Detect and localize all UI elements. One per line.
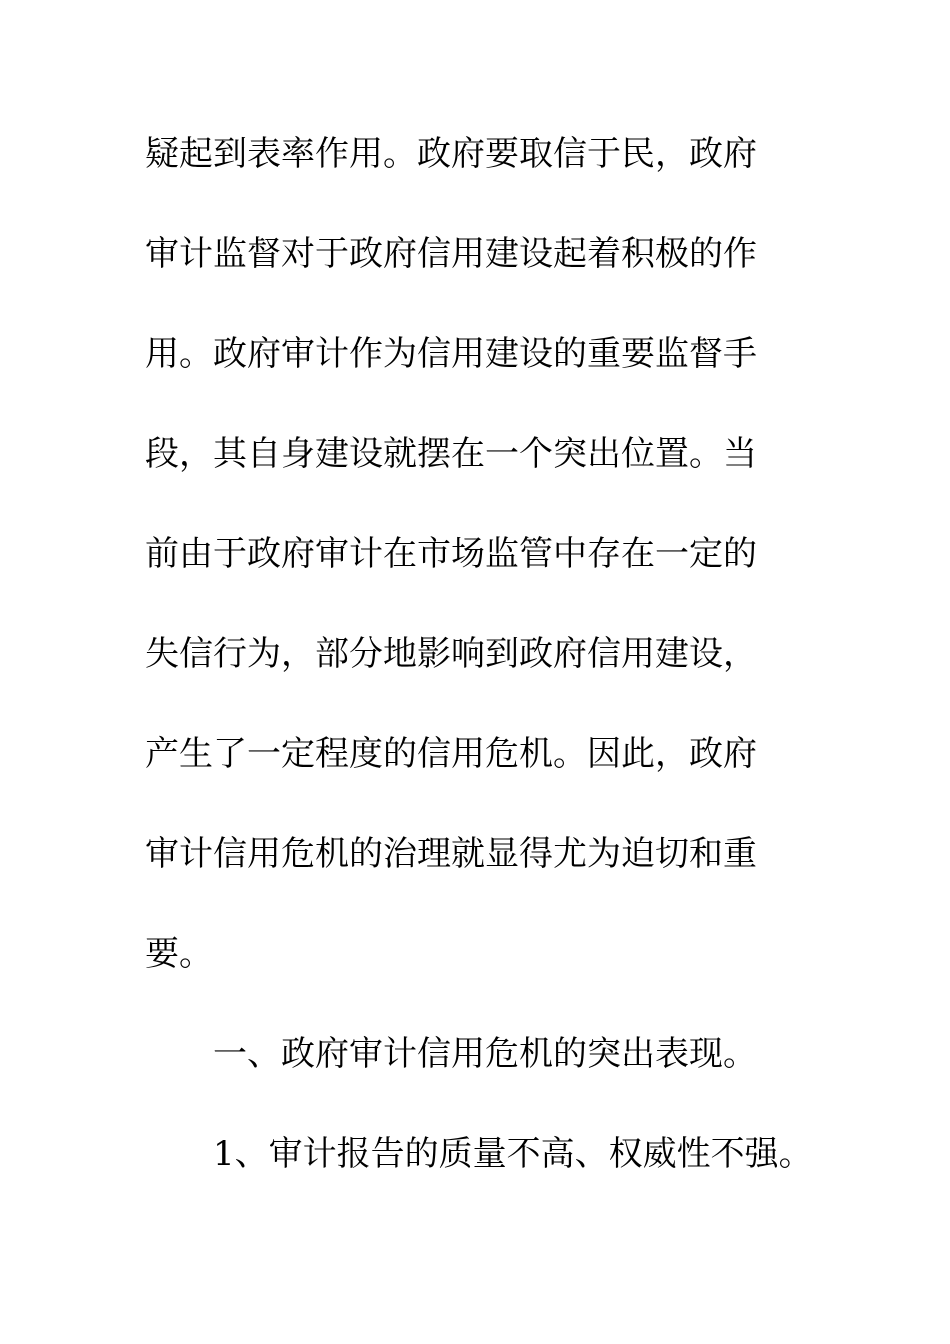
- body-line-5: 前由于政府审计在市场监管中存在一定的: [145, 534, 757, 574]
- body-line-9: 要。: [145, 934, 213, 974]
- body-line-6: 失信行为，部分地影响到政府信用建设，: [145, 634, 757, 674]
- body-line-7: 产生了一定程度的信用危机。因此，政府: [145, 734, 757, 774]
- body-line-3: 用。政府审计作为信用建设的重要监督手: [145, 334, 757, 374]
- section-heading: 一、政府审计信用危机的突出表现。: [213, 1034, 757, 1074]
- body-line-2: 审计监督对于政府信用建设起着积极的作: [145, 234, 757, 274]
- subsection-heading: 1、审计报告的质量不高、权威性不强。: [213, 1134, 813, 1174]
- body-line-4: 段，其自身建设就摆在一个突出位置。当: [145, 434, 757, 474]
- body-line-8: 审计信用危机的治理就显得尤为迫切和重: [145, 834, 757, 874]
- body-line-1: 疑起到表率作用。政府要取信于民，政府: [145, 134, 757, 174]
